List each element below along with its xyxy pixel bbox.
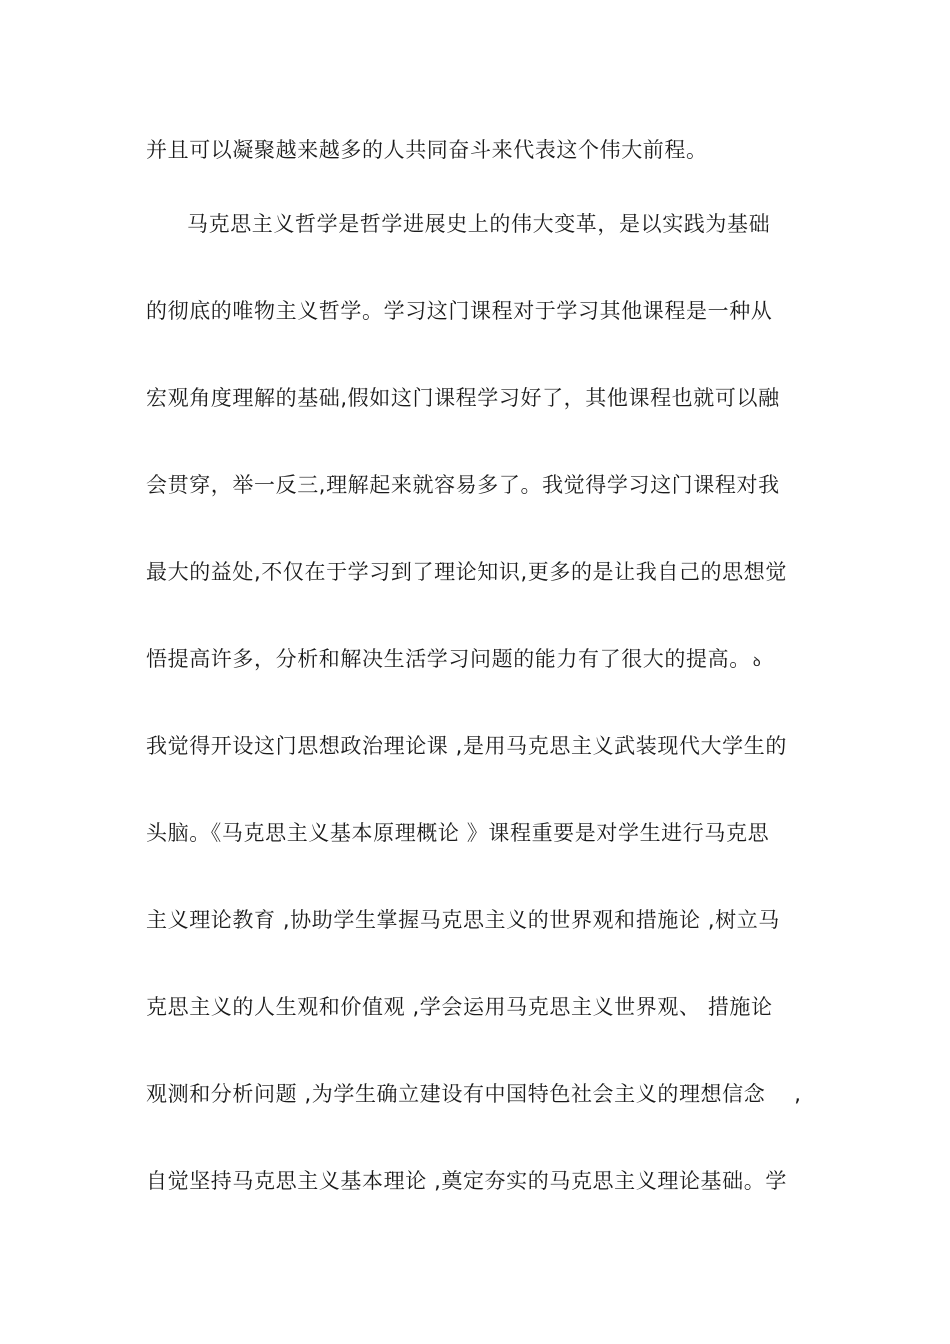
paragraph-mark-icon: ꝺ — [752, 655, 762, 670]
text-line-1: 并且可以凝聚越来越多的人共同奋斗来代表这个伟大前程。 — [146, 138, 708, 162]
text-line-2: 马克思主义哲学是哲学进展史上的伟大变革，是以实践为基础 — [187, 212, 771, 236]
text-line-9: 头脑。《马克思主义基本原理概论 》课程重要是对学生进行马克思 — [146, 821, 770, 845]
text-line-8: 我觉得开设这门思想政治理论课 ,是用马克思主义武装现代大学生的 — [146, 734, 787, 758]
text-line-6: 最大的益处,不仅在于学习到了理论知识,更多的是让我自己的思想觉 — [146, 560, 787, 584]
text-line-10: 主义理论教育 ,协助学生掌握马克思主义的世界观和措施论 ,树立马 — [146, 908, 780, 932]
text-line-7-content: 悟提高许多，分析和解决生活学习问题的能力有了很大的提高。 — [146, 647, 751, 671]
text-line-3: 的彻底的唯物主义哲学。学习这门课程对于学习其他课程是一种从 — [146, 299, 773, 323]
text-line-13: 自觉坚持马克思主义基本理论 ,奠定夯实的马克思主义理论基础。学 — [146, 1169, 787, 1193]
text-line-7 — [146, 645, 826, 677]
text-line-11: 克思主义的人生观和价值观 ,学会运用马克思主义世界观、 措施论 — [146, 995, 773, 1019]
text-line-12: 观测和分析问题 ,为学生确立建设有中国特色社会主义的理想信念 , — [146, 1082, 802, 1106]
text-line-4: 宏观角度理解的基础,假如这门课程学习好了，其他课程也就可以融 — [146, 386, 780, 410]
text-line-5: 会贯穿，举一反三,理解起来就容易多了。我觉得学习这门课程对我 — [146, 473, 780, 497]
